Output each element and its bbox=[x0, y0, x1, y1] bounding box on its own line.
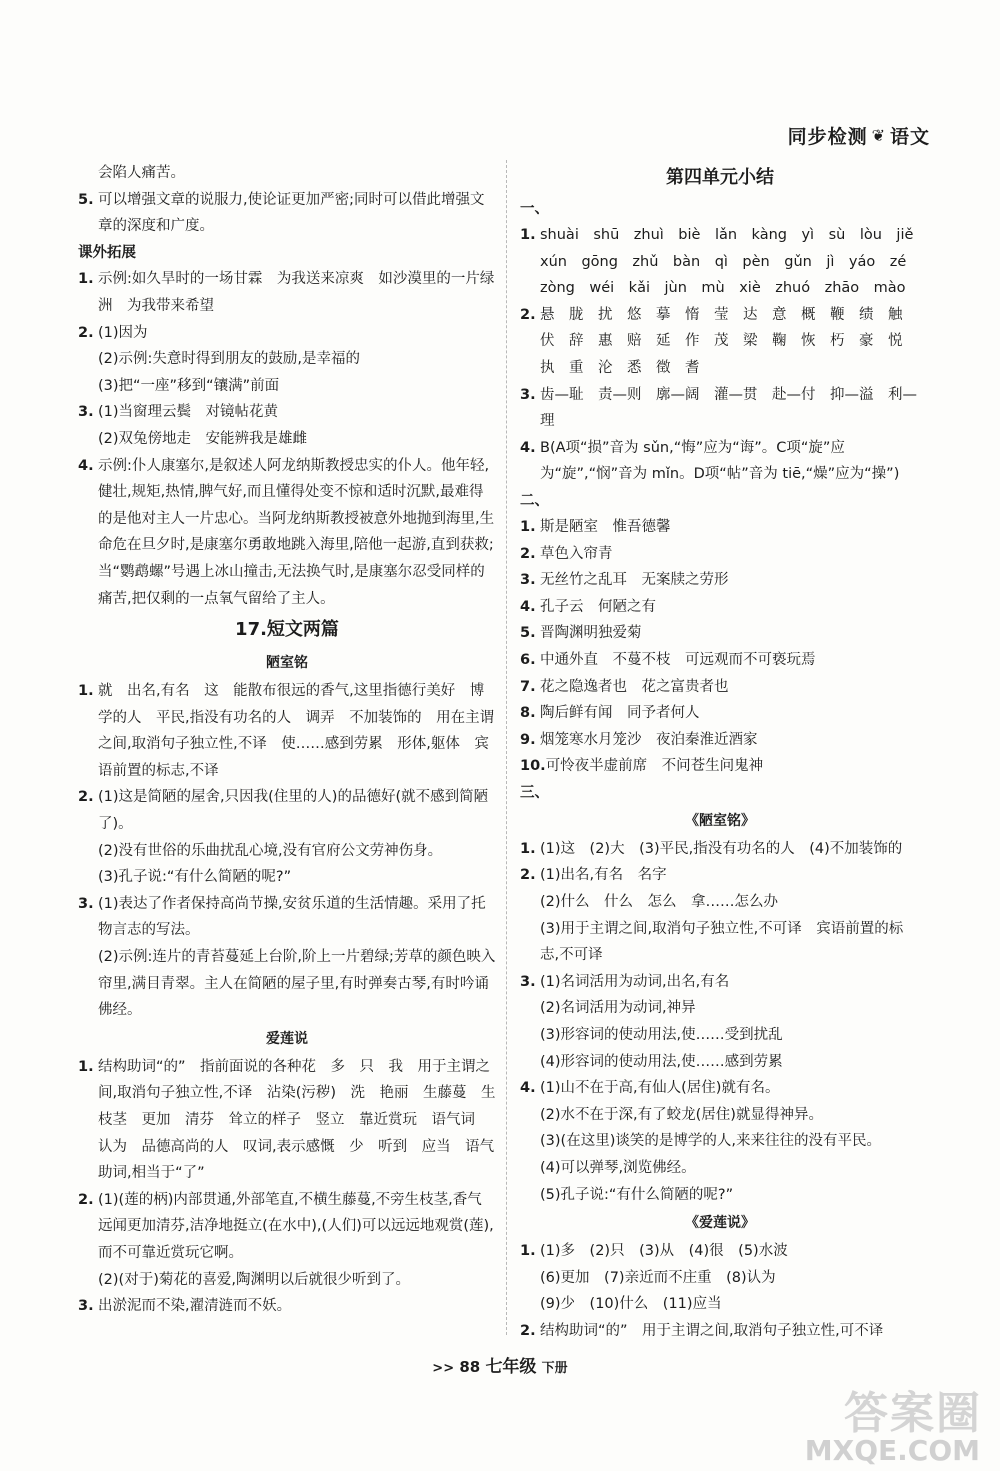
item-text: 孔子云 何陋之有 bbox=[540, 598, 656, 615]
page-number: 88 bbox=[459, 1358, 481, 1376]
item-number: 4. bbox=[520, 439, 536, 456]
subtitle-ailianshuo: 爱莲说 bbox=[266, 1030, 308, 1047]
item-number: 1. bbox=[520, 518, 536, 535]
item-number: 6. bbox=[520, 651, 536, 668]
item-number: 2. bbox=[78, 1191, 94, 1208]
item-text: (1)(莲的柄)内部贯通,外部笔直,不横生藤蔓,不旁生枝茎,香气远闻更加清芬,洁净地挺立(在水中),(人们)可以远远地观赏(莲),而不可靠近赏玩它啊。 bbox=[98, 1191, 494, 1261]
answer-item bbox=[520, 753, 920, 780]
answer-item bbox=[520, 302, 920, 382]
answer-item bbox=[78, 1267, 496, 1294]
part-two-list bbox=[520, 514, 920, 780]
part-three-heading: 三、 bbox=[520, 784, 549, 801]
unit-summary-title: 第四单元小结 bbox=[666, 167, 774, 188]
extension-list bbox=[78, 266, 496, 612]
item-number: 10. bbox=[520, 758, 546, 775]
item-text: (2)什么 什么 怎么 拿……怎么办 bbox=[540, 894, 779, 911]
item-number: 5. bbox=[520, 625, 536, 642]
answer-item bbox=[520, 647, 920, 674]
answer-item bbox=[520, 862, 920, 889]
part-one-heading: 一、 bbox=[520, 201, 549, 217]
item-text: (4)形容词的使动用法,使……感到劳累 bbox=[540, 1053, 783, 1070]
item-text: (1)山不在于高,有仙人(居住)就有名。 bbox=[540, 1080, 780, 1097]
ailianshuo-answers bbox=[520, 1238, 920, 1344]
item-number: 5. bbox=[78, 191, 94, 208]
right-column bbox=[520, 160, 928, 1345]
item-number: 3. bbox=[520, 973, 536, 990]
item-text: 可怜夜半虚前席 不问苍生问鬼神 bbox=[545, 758, 764, 775]
subtitle-loushiming: 陋室铭 bbox=[266, 655, 308, 672]
item-number: 1. bbox=[78, 683, 94, 700]
left-column bbox=[78, 160, 496, 1320]
answer-item bbox=[78, 453, 496, 613]
watermark-logo: 答案圈 bbox=[844, 1388, 982, 1439]
answer-item bbox=[520, 1075, 920, 1102]
answer-item bbox=[78, 891, 496, 944]
item-text: 草色入帘青 bbox=[540, 545, 613, 562]
item-number: 4. bbox=[520, 598, 536, 615]
answer-item bbox=[78, 399, 496, 426]
answer-item bbox=[520, 567, 920, 594]
item-text: 齿—耻 责—则 廓—阔 灌—贯 赴—付 抑—溢 利—理 bbox=[540, 386, 917, 430]
item-text: (4)可以弹琴,浏览佛经。 bbox=[540, 1160, 696, 1176]
answer-item bbox=[520, 889, 920, 916]
answer-item bbox=[520, 1049, 920, 1076]
answer-item bbox=[78, 784, 496, 837]
footer-arrows: >> bbox=[432, 1361, 455, 1376]
item-number: 1. bbox=[78, 1058, 94, 1075]
answer-item bbox=[78, 678, 496, 784]
answer-item bbox=[520, 1265, 920, 1292]
item-text: (3)用于主谓之间,取消句子独立性,不可译 宾语前置的标志,不可译 bbox=[540, 920, 904, 964]
item-text: (1)多 (2)只 (3)从 (4)很 (5)水波 bbox=[540, 1243, 788, 1260]
item-text: (2)双兔傍地走 安能辨我是雄雌 bbox=[98, 430, 308, 447]
answer-item bbox=[520, 727, 920, 754]
item-text: (2)示例:连片的青苔蔓延上台阶,阶上一片碧绿;芳草的颜色映入帘里,满目青翠。主人在简陋的屋子里,有时弹奏古琴,有时吟诵佛经。 bbox=[98, 949, 496, 1019]
section-heading-extension: 课外拓展 bbox=[78, 244, 136, 261]
part-one-list bbox=[520, 222, 928, 488]
item-text: (2)示例:失意时得到朋友的鼓励,是幸福的 bbox=[98, 351, 361, 368]
answer-item bbox=[520, 836, 920, 863]
answer-item bbox=[78, 346, 496, 373]
answer-item bbox=[78, 320, 496, 347]
item-number: 1. bbox=[78, 271, 94, 288]
item-text: (6)更加 (7)亲近而不庄重 (8)认为 bbox=[540, 1269, 776, 1286]
item-number: 2. bbox=[520, 545, 536, 562]
answer-item bbox=[78, 373, 496, 400]
answer-item bbox=[520, 995, 920, 1022]
answer-item bbox=[520, 541, 920, 568]
answer-item bbox=[520, 916, 920, 969]
answer-item bbox=[520, 1182, 920, 1209]
answer-item bbox=[520, 969, 920, 996]
item-text: (3)(在这里)谈笑的是博学的人,来来往往的没有平民。 bbox=[540, 1133, 881, 1150]
ailianshuo-list bbox=[78, 1054, 496, 1320]
item-number: 2. bbox=[78, 324, 94, 341]
answer-item bbox=[520, 435, 920, 488]
header-title: 同步检测 bbox=[787, 126, 868, 148]
item-number: 1. bbox=[520, 840, 536, 857]
item-number: 2. bbox=[520, 867, 536, 884]
answer-item bbox=[520, 1102, 920, 1129]
grade-label: 七年级 bbox=[485, 1357, 537, 1377]
item-text: (2)水不在于深,有了蛟龙(居住)就显得神异。 bbox=[540, 1106, 823, 1123]
item-text: 结构助词“的” 用于主谓之间,取消句子独立性,可不译 bbox=[540, 1322, 884, 1339]
answer-item bbox=[78, 1187, 496, 1267]
item-text: 悬 胧 扰 悠 摹 惰 莹 达 意 概 鞭 绩 触 伏 辞 惠 赔 延 作 茂 梁 鞠 恢 朽 豪 悦 执 重 沦 悉 徵 耆 bbox=[540, 306, 917, 376]
page-footer bbox=[0, 1352, 1000, 1377]
item-text: (3)把“一座”移到“镶满”前面 bbox=[98, 377, 280, 394]
item-text: 示例:仆人康塞尔,是叙述人阿龙纳斯教授忠实的仆人。他年轻,健壮,规矩,热情,脾气好,而且懂得处变不惊和适时沉默,最难得的是他对主人一片忠心。当阿龙纳斯教授被意外地抛到海里,生命危在旦夕时,是康塞尔勇敢地跳入海里,陪他一起游,直到获救;当“鹦鹉螺”号遇上冰山撞击,无法换气时,是康塞尔忍受同样的痛苦,把仅剩的一点氧气留给了主人。 bbox=[98, 457, 495, 607]
item-number: 1. bbox=[520, 1243, 536, 1260]
answer-item bbox=[520, 222, 928, 302]
item-number: 2. bbox=[520, 1322, 536, 1339]
answer-item bbox=[78, 944, 496, 1024]
item-number: 9. bbox=[520, 731, 536, 748]
item-text: (1)出名,有名 名字 bbox=[540, 867, 667, 884]
item-text: (1)名词活用为动词,出名,有名 bbox=[540, 973, 730, 990]
item-text: (1)这 (2)大 (3)平民,指没有功名的人 (4)不加装饰的 bbox=[540, 840, 903, 857]
item-text: 结构助词“的” 指前面说的各种花 多 只 我 用于主谓之间,取消句子独立性,不译 沾染(污秽) 洗 艳丽 生藤蔓 生枝茎 更加 清芬 耸立的样子 竖立 靠近赏玩 语气词 认为 品德高尚的人 叹词,表示感慨 少 听到 应当 语气助词,相当于“了” bbox=[98, 1058, 496, 1182]
item-text: 就 出名,有名 这 能散布很远的香气,这里指德行美好 博学的人 平民,指没有功名的人 调弄 不加装饰的 用在主谓之间,取消句子独立性,不译 使……感到劳累 形体,躯体 宾语前置的标志,不译 bbox=[98, 683, 495, 779]
page-header bbox=[788, 122, 930, 149]
item-number: 1. bbox=[520, 227, 536, 243]
answer-item bbox=[520, 1128, 920, 1155]
item-text: 花之隐逸者也 花之富贵者也 bbox=[540, 678, 729, 695]
answer-item bbox=[520, 620, 920, 647]
answer-item bbox=[520, 1291, 920, 1318]
item-number: 3. bbox=[520, 386, 536, 403]
answer-item bbox=[520, 1022, 920, 1049]
item-text: (1)这是简陋的屋舍,只因我(住里的人)的品德好(就不感到简陋了)。 bbox=[98, 789, 489, 833]
item-text: 晋陶渊明独爱菊 bbox=[540, 625, 642, 642]
answer-item bbox=[78, 187, 496, 240]
item-text: (5)孔子说:“有什么简陋的呢?” bbox=[540, 1186, 734, 1203]
item-text: 中通外直 不蔓不枝 可远观而不可亵玩焉 bbox=[540, 651, 816, 668]
item-number: 4. bbox=[520, 1080, 536, 1097]
item-text: (9)少 (10)什么 (11)应当 bbox=[540, 1296, 722, 1313]
answer-item bbox=[78, 838, 496, 865]
volume-label: 下册 bbox=[541, 1361, 568, 1376]
item-text: (3)孔子说:“有什么简陋的呢?” bbox=[98, 869, 292, 886]
answer-item bbox=[78, 266, 496, 319]
subtitle-loushiming: 《陋室铭》 bbox=[685, 812, 755, 829]
item-number: 3. bbox=[520, 572, 536, 589]
item-text: (1)表达了作者保持高尚节操,安贫乐道的生活情趣。采用了托物言志的写法。 bbox=[98, 895, 486, 939]
answer-item bbox=[520, 382, 920, 435]
item-text: (2)名词活用为动词,神异 bbox=[540, 1000, 696, 1017]
answer-item bbox=[520, 700, 920, 727]
item-number: 4. bbox=[78, 457, 94, 474]
loushiming-list bbox=[78, 678, 496, 1024]
loushiming-answers bbox=[520, 836, 920, 1208]
answer-item bbox=[78, 864, 496, 891]
item-number: 2. bbox=[520, 306, 536, 323]
item-text: (1)因为 bbox=[98, 324, 148, 341]
answer-item bbox=[520, 514, 920, 541]
answer-item bbox=[78, 426, 496, 453]
lesson-title: 17.短文两篇 bbox=[235, 619, 339, 641]
item-text: 出淤泥而不染,濯清涟而不妖。 bbox=[98, 1298, 292, 1315]
continued-line: 会陷人痛苦。 bbox=[98, 165, 185, 181]
answer-item bbox=[78, 1054, 496, 1187]
item-number: 7. bbox=[520, 678, 536, 695]
item-text: shuài shū zhuì biè lǎn kàng yì sù lòu jiě xún gōng zhǔ bàn qì pèn gǔn jì yáo zé zòng wéi kǎi jùn mù xiè zhuó zhāo mào bbox=[540, 227, 928, 297]
subtitle-ailianshuo: 《爱莲说》 bbox=[685, 1215, 755, 1232]
item-text: (2)没有世俗的乐曲扰乱心境,没有官府公文劳神伤身。 bbox=[98, 842, 443, 859]
item-number: 3. bbox=[78, 1298, 94, 1315]
answer-item bbox=[520, 1238, 920, 1265]
leaf-icon: ❦ bbox=[871, 126, 886, 145]
part-two-heading: 二、 bbox=[520, 492, 549, 509]
answer-item bbox=[520, 1318, 920, 1345]
answer-item bbox=[520, 594, 920, 621]
item-text: (1)当窗理云鬓 对镜帖花黄 bbox=[98, 404, 279, 421]
header-subject: 语文 bbox=[889, 126, 930, 148]
item-number: 3. bbox=[78, 404, 94, 421]
item-text: 烟笼寒水月笼沙 夜泊秦淮近酒家 bbox=[540, 731, 758, 748]
column-divider bbox=[506, 160, 507, 1335]
item-text: 无丝竹之乱耳 无案牍之劳形 bbox=[540, 572, 729, 589]
answer-item bbox=[78, 1293, 496, 1320]
item-text: 可以增强文章的说服力,使论证更加严密;同时可以借此增强文章的深度和广度。 bbox=[98, 191, 485, 235]
item-text: B(A项“损”音为 sǔn,“悔”应为“诲”。C项“旋”应为“旋”,“悯”音为 mǐn。D项“帖”音为 tiē,“燥”应为“操”) bbox=[540, 439, 900, 483]
item-text: (3)形容词的使动用法,使……受到扰乱 bbox=[540, 1027, 783, 1044]
item-number: 3. bbox=[78, 895, 94, 912]
item-text: 陶后鲜有闻 同予者何人 bbox=[540, 705, 700, 722]
answer-item bbox=[520, 674, 920, 701]
item-text: (2)(对于)菊花的喜爱,陶渊明以后就很少听到了。 bbox=[98, 1271, 410, 1288]
item-text: 示例:如久旱时的一场甘霖 为我送来凉爽 如沙漠里的一片绿洲 为我带来希望 bbox=[98, 271, 495, 314]
answer-item bbox=[520, 1155, 920, 1182]
watermark-url: MXQE.COM bbox=[804, 1434, 980, 1467]
item-number: 2. bbox=[78, 789, 94, 806]
item-number: 8. bbox=[520, 705, 536, 722]
item-text: 斯是陋室 惟吾德馨 bbox=[540, 518, 671, 535]
